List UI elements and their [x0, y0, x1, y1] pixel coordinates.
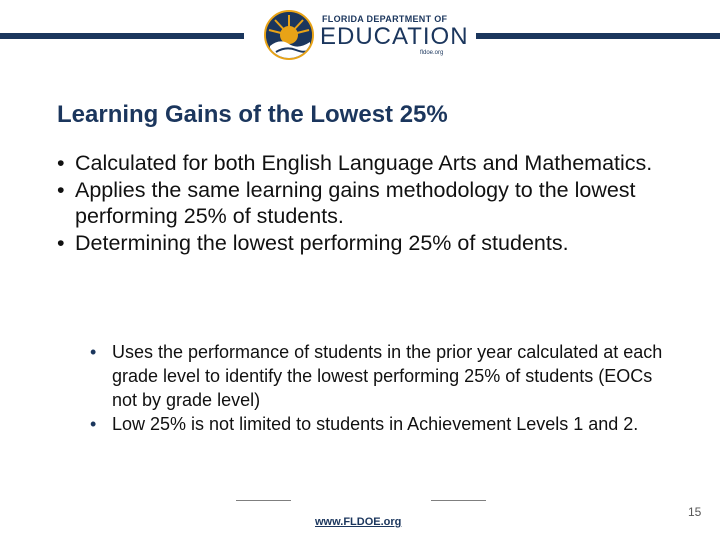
page-number: 15 [688, 505, 702, 519]
bullet-icon: • [57, 151, 65, 175]
logo-url-text: fldoe.org [420, 50, 444, 56]
bullet-text: Determining the lowest performing 25% of students. [75, 230, 569, 255]
logo-department-text: FLORIDA DEPARTMENT OF [322, 14, 448, 24]
sub-bullet-text: Low 25% is not limited to students in Achievement Levels 1 and 2. [112, 414, 639, 434]
header-bar-right [476, 33, 720, 39]
footer-divider-right [431, 500, 486, 501]
sub-bullet-list [90, 340, 670, 436]
logo-education-text: EDUCATION [320, 23, 469, 50]
bullet-item [57, 150, 677, 177]
fldoe-website-link[interactable]: www.FLDOE.org [315, 516, 402, 528]
bullet-item [57, 177, 677, 230]
bullet-text: Applies the same learning gains methodology to the lowest performing 25% of students. [75, 177, 636, 228]
bullet-item [57, 230, 677, 257]
bullet-icon: • [57, 177, 65, 202]
fldoe-logo [262, 8, 469, 64]
slide-title: Learning Gains of the Lowest 25% [57, 101, 448, 128]
sub-bullet-text: Uses the performance of students in the prior year calculated at each grade level to identify the lowest performing 25% of students (EOCs not by grade level) [112, 342, 663, 410]
bullet-list [57, 150, 677, 256]
bullet-icon: • [57, 230, 65, 255]
sub-bullet-item [90, 412, 670, 436]
footer-divider-left [236, 500, 291, 501]
sub-bullet-item [90, 340, 670, 412]
sun-seal-icon [264, 10, 314, 60]
sub-bullet-icon: • [90, 342, 97, 362]
sub-bullet-icon: • [90, 414, 97, 434]
header-bar-left [0, 33, 244, 39]
bullet-text: Calculated for both English Language Arts and Mathematics. [75, 151, 653, 175]
